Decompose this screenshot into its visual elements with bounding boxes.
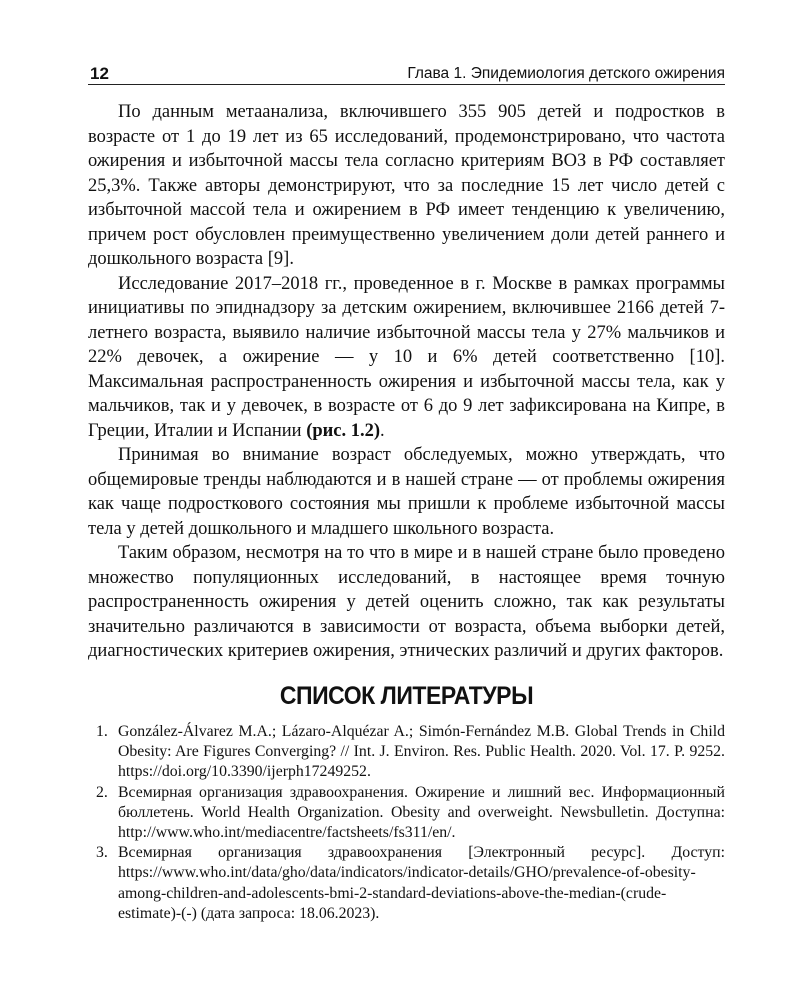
reference-number: 2.: [96, 783, 108, 801]
chapter-title: Глава 1. Эпидемиология детского ожирения: [407, 65, 725, 82]
paragraph-2: [88, 272, 725, 444]
reference-list: [96, 722, 725, 924]
reference-text: Всемирная организация здравоохранения [Электронный ресурс]. Доступ: https://www.who.int/data/gho/data/indicators/indicator-details/GHO/prevalence-of-obesity-among-children-and-adolescents-bmi-2-standard-deviations-above-the-median-(crude-estimate)-(-) (дата запроса: 18.06.2023).: [118, 844, 725, 922]
reference-item: [96, 843, 725, 924]
paragraph-3: Принимая во внимание возраст обследуемых, можно утверждать, что общемировые тренды наблюдаются и в нашей стране — от проблемы ожирения как чаще подросткового состояния мы пришли к проблеме избыточной массы тела у детей дошкольного и младшего школьного возраста.: [88, 445, 725, 539]
paragraph-1: По данным метаанализа, включившего 355 905 детей и подростков в возрасте от 1 до 19 лет из 65 исследований, продемонстрировано, что частота ожирения и избыточной массы тела согласно критериям ВОЗ в РФ составляет 25,3%. Также авторы демонстрируют, что за последние 15 лет число детей с избыточной массой тела и ожирением в РФ имеет тенденцию к увеличению, причем рост обусловлен преимущественно увеличением доли детей раннего и дошкольного возраста [9].: [88, 102, 725, 269]
paragraph-4: Таким образом, несмотря на то что в мире и в нашей стране было проведено множество популяционных исследований, в настоящее время точную распространенность ожирения у детей оценить сложно, так как результаты значительно различаются в зависимости от возраста, объема выборки детей, диагностических критериев ожирения, этнических различий и других факторов.: [88, 543, 725, 661]
reference-text: Всемирная организация здравоохранения. Ожирение и лишний вес. Информационный бюллетень. World Health Organization. Obesity and overweight. Newsbulletin. Доступна: http://www.who.int/mediacentre/factsheets/fs311/en/.: [118, 783, 725, 842]
figure-reference[interactable]: (рис. 1.2): [306, 420, 381, 441]
body-text: [88, 100, 725, 664]
references-heading: СПИСОК ЛИТЕРАТУРЫ: [279, 682, 534, 710]
reference-number: 1.: [96, 723, 108, 740]
reference-text: González-Álvarez M.A.; Lázaro-Alquézar A.; Simón-Fernández M.B. Global Trends in Child Obesity: Are Figures Converging? // Int. J. Environ. Res. Public Health. 2020. Vol. 17. P. 9252. https://doi.org/10.3390/ijerph17249252.: [118, 723, 725, 781]
reference-item: [96, 722, 725, 783]
paragraph-2-text: Исследование 2017–2018 гг., проведенное в г. Москве в рамках программы инициативы по эпиднадзору за детским ожирением, включившее 2166 детей 7-летнего возраста, выявило наличие избыточной массы тела у 27% мальчиков и 22% девочек, а ожирение — у 10 и 6% детей соответственно [10]. Максимальная распространенность ожирения и избыточной массы тела, как у мальчиков, так и у девочек, в возрасте от 6 до 9 лет зафиксирована на Кипре, в Греции, Италии и Испании: [88, 273, 725, 441]
page-number: 12: [90, 64, 109, 83]
reference-item: [96, 783, 725, 844]
reference-number: 3.: [96, 844, 108, 862]
page-header: [88, 62, 725, 85]
figure-reference-tail: .: [380, 420, 385, 441]
